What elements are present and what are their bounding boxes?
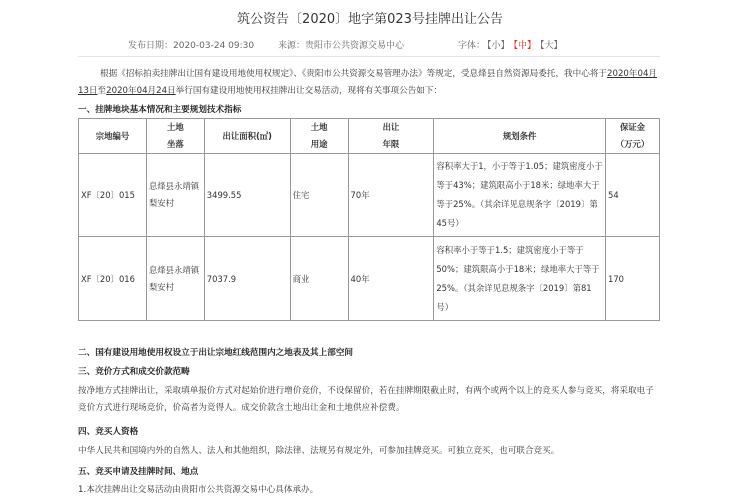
font-size-small-button[interactable]: 【小】 [487, 41, 510, 51]
intro-date-end: 2020年04月24日 [106, 86, 176, 96]
header-area: 出让面积(㎡) [204, 119, 290, 154]
table-row [79, 237, 660, 321]
section-heading-2: 二、国有建设用地使用权设立于出让宗地红线范围内之地表及其上部空间 [78, 348, 354, 358]
section-3-text: 按净地方式挂牌出让，采取填单报价方式对起始价进行增价竞价，不设保留价，若在挂牌期限截止时，有两个或两个以上的竞买人参与竞买，将采取电子竞价方式进行现场竞价，价高者为竞得人。成交价款含土地出让金和土地供应补偿费。 [78, 386, 654, 413]
cell-area: 7037.9 [204, 237, 290, 321]
cell-conditions: 容积率小于等于1.5；建筑密度小于等于50%；建筑限高小于18米；绿地率大于等于25%。（其余详见息规条字〔2019〕第81号） [434, 237, 606, 321]
font-size-medium-button[interactable]: 【中】 [513, 41, 537, 51]
header-term [348, 119, 434, 154]
header-use [290, 119, 348, 154]
land-parcel-table [78, 118, 660, 321]
intro-paragraph [78, 66, 660, 100]
cell-location: 息烽县永靖镇梨安村 [146, 154, 204, 237]
cell-code: XF〔20〕016 [79, 237, 147, 321]
section-5-text: 1.本次挂牌出让交易活动由贵阳市公共资源交易中心具体承办。 [78, 485, 319, 495]
header-conditions: 规划条件 [434, 119, 606, 154]
table-row [79, 154, 660, 237]
cell-term: 40年 [348, 237, 434, 321]
intro-text-2: 至 [97, 86, 107, 96]
publish-date: 发布日期：2020-03-24 09:30 [128, 41, 255, 51]
font-size-label: 字体： [458, 41, 486, 51]
section-4-text: 中华人民共和国境内外的自然人、法人和其他组织，除法律、法规另有规定外，可参加挂牌竞买。可独立竞买，也可联合竞买。 [78, 446, 560, 456]
section-heading-3: 三、竞价方式和成交价款范畴 [78, 367, 190, 377]
font-size-selector [458, 38, 565, 51]
cell-use: 住宅 [290, 154, 348, 237]
section-heading-5: 五、竞买申请及挂牌时间、地点 [78, 467, 199, 477]
header-deposit-line2: （万元） [615, 139, 650, 149]
cell-deposit: 54 [606, 154, 660, 237]
section-heading-4: 四、竞买人资格 [78, 427, 139, 437]
section-heading-1: 一、挂牌地块基本情况和主要规划技术指标 [78, 105, 242, 115]
intro-date-start: 2020年04月13日 [78, 69, 658, 96]
cell-code: XF〔20〕015 [79, 154, 147, 237]
table-header-row [79, 119, 660, 154]
cell-location: 息烽县永靖镇梨安村 [146, 237, 204, 321]
header-term-line2: 年限 [382, 139, 400, 149]
intro-text-3: 举行国有建设用地使用权挂牌出让交易活动，现将有关事项公告如下： [175, 86, 443, 96]
cell-deposit: 170 [606, 237, 660, 321]
header-use-line2: 用途 [310, 139, 328, 149]
header-code: 宗地编号 [79, 119, 147, 154]
header-location-line1: 土地 [166, 122, 184, 132]
header-deposit-line1: 保证金 [619, 122, 646, 132]
cell-term: 70年 [348, 154, 434, 237]
header-term-line1: 出让 [382, 122, 400, 132]
cell-use: 商业 [290, 237, 348, 321]
cell-conditions: 容积率大于1，小于等于1.05；建筑密度小于等于43%；建筑限高小于18米；绿地率大于等于25%。（其余详见息规条字〔2019〕第45号） [434, 154, 606, 237]
font-size-large-button[interactable]: 【大】 [540, 41, 563, 51]
header-deposit [606, 119, 660, 154]
cell-area: 3499.55 [204, 154, 290, 237]
header-location-line2: 坐落 [166, 139, 184, 149]
header-location [146, 119, 204, 154]
intro-text-1: 根据《招标拍卖挂牌出让国有建设用地使用权规定》、《贵阳市公共资源交易管理办法》等规定，受息烽县自然资源局委托，我中心将于 [100, 69, 608, 79]
header-use-line1: 土地 [310, 122, 328, 132]
divider [78, 56, 660, 57]
article-source: 来源：贵阳市公共资源交易中心 [278, 41, 405, 51]
article-title: 筑公资告〔2020〕地字第023号挂牌出让公告 [237, 12, 503, 27]
